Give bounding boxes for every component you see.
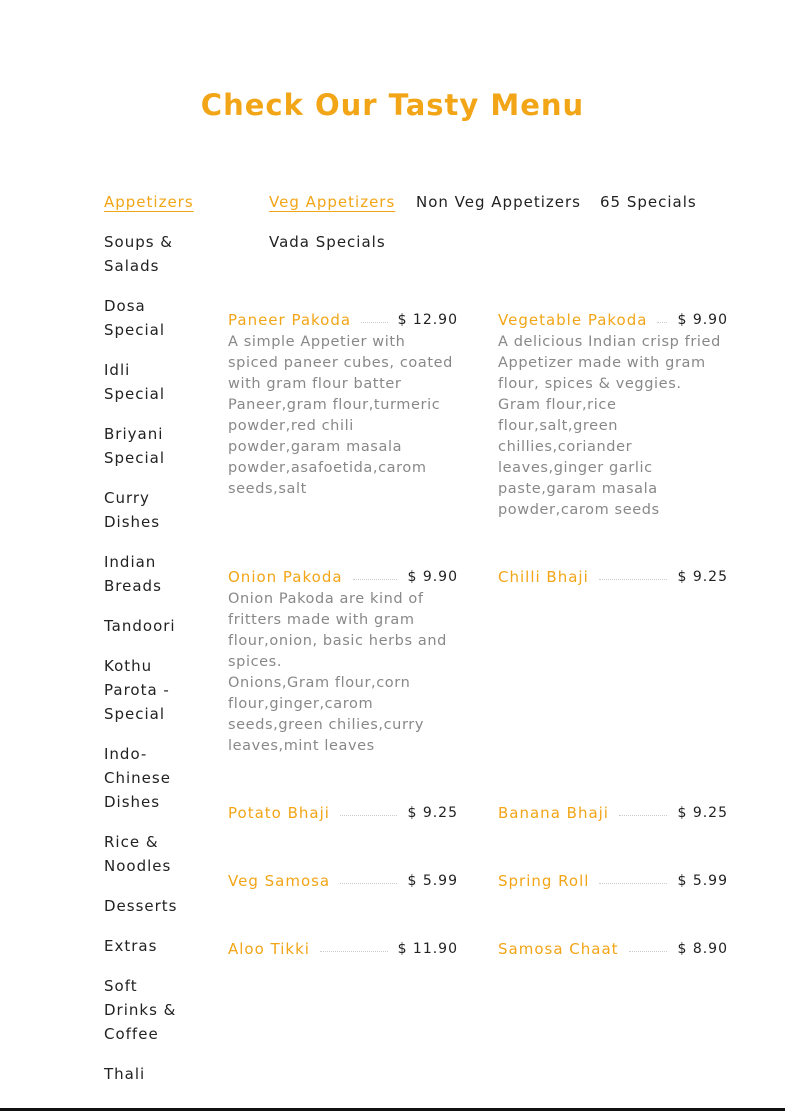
dotted-leader <box>361 322 387 323</box>
menu-item-price: $ 5.99 <box>677 873 728 889</box>
sidebar-item-indian-breads[interactable]: Indian Breads <box>104 553 162 595</box>
menu-item-name: Chilli Bhaji <box>498 568 589 586</box>
tab-65-specials[interactable]: 65 Specials <box>600 193 697 211</box>
dotted-leader <box>629 951 668 952</box>
page-title: Check Our Tasty Menu <box>200 88 585 122</box>
menu-item <box>228 869 458 893</box>
sidebar-item-idli-special[interactable]: Idli Special <box>104 361 166 403</box>
sidebar-item-kothu-parota[interactable]: Kothu Parota - Special <box>104 657 170 723</box>
tab-veg-appetizers[interactable]: Veg Appetizers <box>269 193 396 211</box>
menu-item-price: $ 5.99 <box>407 873 458 889</box>
sidebar-item-extras[interactable]: Extras <box>104 937 158 955</box>
menu-item <box>498 565 728 589</box>
menu-item <box>228 308 458 500</box>
sidebar-item-desserts[interactable]: Desserts <box>104 897 178 915</box>
menu-item-price: $ 9.25 <box>407 805 458 821</box>
menu-item-price: $ 8.90 <box>677 941 728 957</box>
dotted-leader <box>599 579 668 580</box>
tab-non-veg-appetizers[interactable]: Non Veg Appetizers <box>416 193 581 211</box>
menu-item-price: $ 11.90 <box>397 941 458 957</box>
dotted-leader <box>599 883 667 884</box>
sidebar-item-briyani-special[interactable]: Briyani Special <box>104 425 166 467</box>
sidebar-item-appetizers[interactable]: Appetizers <box>104 193 194 211</box>
menu-item-name: Samosa Chaat <box>498 940 619 958</box>
menu-item-price: $ 12.90 <box>397 312 458 328</box>
menu-item-name: Spring Roll <box>498 872 590 890</box>
sidebar-item-thali[interactable]: Thali <box>104 1065 146 1083</box>
sidebar-item-tandoori[interactable]: Tandoori <box>104 617 176 635</box>
menu-item-name: Potato Bhaji <box>228 804 330 822</box>
dotted-leader <box>320 951 388 952</box>
menu-item <box>498 869 728 893</box>
menu-item <box>498 937 728 961</box>
sidebar-item-soft-drinks[interactable]: Soft Drinks & Coffee <box>104 977 177 1043</box>
menu-item <box>228 937 458 961</box>
menu-item <box>498 801 728 825</box>
menu-item-name: Vegetable Pakoda <box>498 311 648 329</box>
menu-item <box>228 565 458 757</box>
menu-item-price: $ 9.25 <box>677 569 728 585</box>
sidebar-item-dosa-special[interactable]: Dosa Special <box>104 297 166 339</box>
dotted-leader <box>619 815 667 816</box>
tab-vada-specials[interactable]: Vada Specials <box>269 233 386 251</box>
menu-item-price: $ 9.25 <box>677 805 728 821</box>
sidebar-item-indo-chinese[interactable]: Indo-Chinese Dishes <box>104 745 171 811</box>
menu-item <box>228 801 458 825</box>
menu-item-description: A simple Appetier with spiced paneer cubes, coated with gram flour batter <box>228 334 453 392</box>
menu-item-price: $ 9.90 <box>677 312 728 328</box>
menu-item-ingredients: Onions,Gram flour,corn flour,ginger,carom seeds,green chilies,curry leaves,mint leaves <box>228 675 424 754</box>
menu-item-name: Aloo Tikki <box>228 940 310 958</box>
dotted-leader <box>657 322 667 323</box>
sidebar-item-soups-salads[interactable]: Soups & Salads <box>104 233 174 275</box>
category-sidebar <box>104 190 194 1102</box>
menu-item-ingredients: Paneer,gram flour,turmeric powder,red chili powder,garam masala powder,asafoetida,carom seeds,salt <box>228 397 441 497</box>
menu-item-price: $ 9.90 <box>407 569 458 585</box>
menu-item-name: Veg Samosa <box>228 872 331 890</box>
menu-item <box>498 308 728 521</box>
menu-item-description: Onion Pakoda are kind of fritters made with gram flour,onion, basic herbs and spices. <box>228 591 447 670</box>
menu-item-name: Onion Pakoda <box>228 568 343 586</box>
menu-item-name: Paneer Pakoda <box>228 311 352 329</box>
menu-item-ingredients: Gram flour,rice flour,salt,green chillies,coriander leaves,ginger garlic paste,garam masala powder,carom seeds <box>498 397 660 518</box>
dotted-leader <box>353 579 398 580</box>
dotted-leader <box>340 815 398 816</box>
menu-item-description: A delicious Indian crisp fried Appetizer made with gram flour, spices & veggies. <box>498 334 721 392</box>
sidebar-item-curry-dishes[interactable]: Curry Dishes <box>104 489 161 531</box>
dotted-leader <box>340 883 397 884</box>
sidebar-item-rice-noodles[interactable]: Rice & Noodles <box>104 833 172 875</box>
menu-item-name: Banana Bhaji <box>498 804 609 822</box>
